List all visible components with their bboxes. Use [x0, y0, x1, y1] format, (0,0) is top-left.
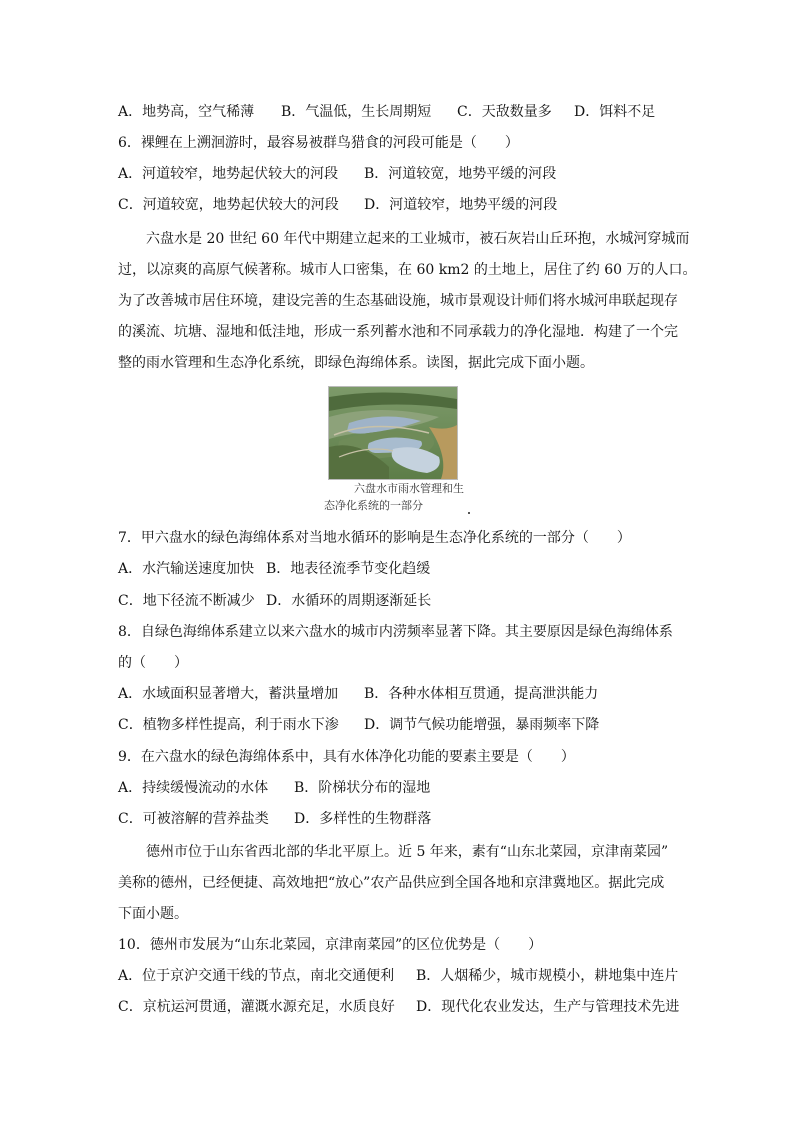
q9-option-c: C．可被溶解的营养盐类: [118, 811, 269, 827]
q8-stem-line-1: 8．自绿色海绵体系建立以来六盘水的城市内涝频率显著下降。其主要原因是绿色海绵体系: [118, 624, 673, 640]
q10-stem: 10．德州市发展为“山东北菜园，京津南菜园”的区位优势是（ ）: [118, 937, 543, 953]
q9-option-b: B．阶梯状分布的湿地: [294, 780, 431, 796]
q6-option-c: C．河道较宽，地势起伏较大的河段: [118, 197, 339, 213]
q10-option-a: A．位于京沪交通干线的节点，南北交通便利: [118, 968, 395, 984]
figure-caption-line-1: 六盘水市雨水管理和生: [354, 482, 464, 495]
q9-option-a: A．持续缓慢流动的水体: [118, 780, 269, 796]
q6-option-d: D．河道较窄，地势平缓的河段: [364, 197, 558, 213]
q10-option-b: B．人烟稀少，城市规模小，耕地集中连片: [416, 968, 679, 984]
q8-option-c: C．植物多样性提高，利于雨水下渗: [118, 717, 339, 733]
q10-option-c: C．京杭运河贯通，灌溉水源充足，水质良好: [118, 999, 395, 1015]
q5-option-b: B．气温低，生长周期短: [281, 104, 432, 120]
q8-stem-line-2: 的（ ）: [118, 655, 188, 671]
stray-dot: [468, 512, 470, 514]
passage2-line-3: 下面小题。: [118, 906, 188, 922]
q7-option-a: A．水汽输送速度加快: [118, 561, 255, 577]
q5-option-d: D．饵料不足: [574, 104, 656, 120]
passage2-line-1: 德州市位于山东省西北部的华北平原上。近 5 年来，素有“山东北菜园，京津南菜园”: [146, 844, 669, 860]
q10-option-d: D．现代化农业发达，生产与管理技术先进: [416, 999, 680, 1015]
passage1-line-1: 六盘水是 20 世纪 60 年代中期建立起来的工业城市，被石灰岩山丘环抱，水城河穿城而: [146, 231, 690, 247]
passage1-line-2: 过，以凉爽的高原气候著称。城市人口密集，在 60 km2 的土地上，居住了约 60 万的人口。: [118, 262, 697, 278]
q6-option-b: B．河道较宽，地势平缓的河段: [364, 166, 557, 182]
passage1-line-4: 的溪流、坑塘、湿地和低洼地，形成一系列蓄水池和不同承载力的净化湿地．构建了一个完: [118, 324, 678, 340]
wetland-photo-illustration: [329, 387, 457, 479]
q7-stem: 7．甲六盘水的绿色海绵体系对当地水循环的影响是生态净化系统的一部分（ ）: [118, 530, 631, 546]
q6-option-a: A．河道较窄，地势起伏较大的河段: [118, 166, 339, 182]
q5-option-c: C．天敌数量多: [457, 104, 552, 120]
q8-option-d: D．调节气候功能增强，暴雨频率下降: [364, 717, 600, 733]
passage1-line-5: 整的雨水管理和生态净化系统，即绿色海绵体系。读图，据此完成下面小题。: [118, 355, 594, 371]
q8-option-b: B．各种水体相互贯通，提高泄洪能力: [364, 686, 599, 702]
q7-option-c: C．地下径流不断减少: [118, 593, 255, 609]
q7-option-d: D．水循环的周期逐渐延长: [266, 593, 432, 609]
q9-option-d: D．多样性的生物群落: [294, 811, 432, 827]
q5-option-a: A．地势高，空气稀薄: [118, 104, 255, 120]
q8-option-a: A．水域面积显著增大，蓄洪量增加: [118, 686, 339, 702]
figure-caption-line-2: 态净化系统的一部分: [324, 499, 423, 512]
passage1-line-3: 为了改善城市居住环境，建设完善的生态基础设施，城市景观设计师们将水城河串联起现存: [118, 293, 678, 309]
wetland-photo: [328, 386, 458, 480]
q9-stem: 9．在六盘水的绿色海绵体系中，具有水体净化功能的要素主要是（ ）: [118, 749, 575, 765]
passage2-line-2: 美称的德州，已经便捷、高效地把“放心”农产品供应到全国各地和京津冀地区。据此完成: [118, 875, 665, 891]
q6-stem: 6．裸鲤在上溯洄游时，最容易被群鸟猎食的河段可能是（ ）: [118, 135, 519, 151]
q7-option-b: B．地表径流季节变化趋缓: [266, 561, 431, 577]
